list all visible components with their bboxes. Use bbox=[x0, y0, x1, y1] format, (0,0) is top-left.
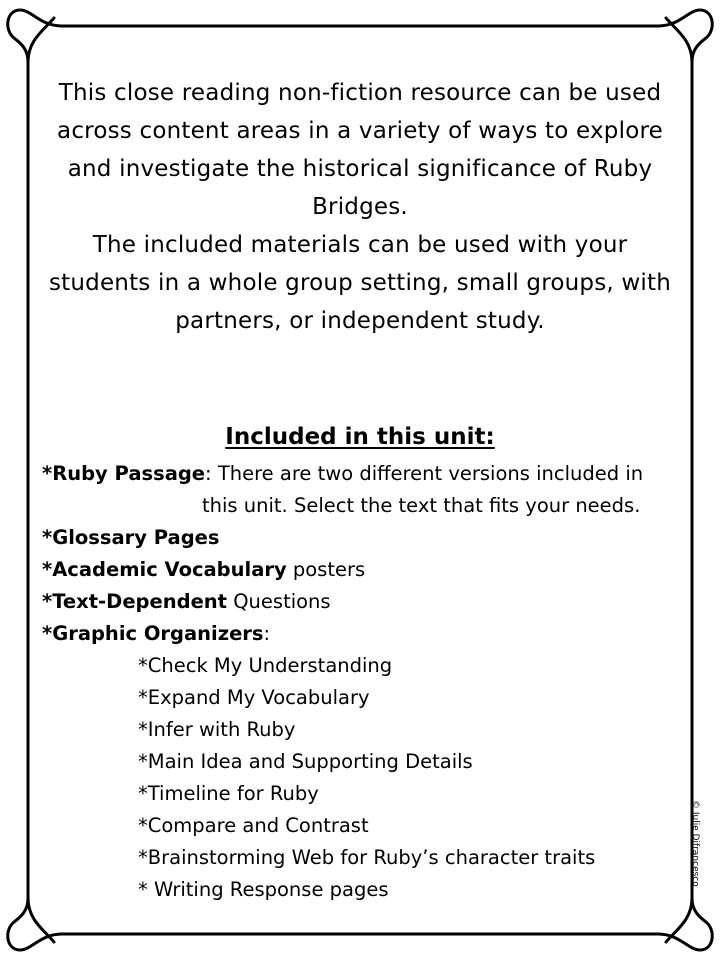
included-heading bbox=[0, 424, 720, 450]
included-list bbox=[42, 458, 682, 906]
organizer-item: *Compare and Contrast bbox=[138, 814, 369, 837]
copyright-notice: © Julie Difrancesco bbox=[690, 800, 700, 887]
list-item-vocabulary bbox=[42, 554, 682, 586]
list-item-organizers bbox=[42, 618, 682, 650]
organizer-item: *Infer with Ruby bbox=[138, 718, 296, 741]
vocabulary-label: *Academic Vocabulary bbox=[42, 558, 287, 581]
list-item-ruby-passage bbox=[42, 458, 682, 490]
organizer-item: * Writing Response pages bbox=[138, 878, 389, 901]
glossary-label: *Glossary Pages bbox=[42, 526, 220, 549]
organizer-item: *Main Idea and Supporting Details bbox=[138, 750, 473, 773]
organizer-item: *Check My Understanding bbox=[138, 654, 393, 677]
ruby-passage-continuation: this unit. Select the text that fits your needs. bbox=[202, 494, 641, 517]
intro-paragraph-1: This close reading non-fiction resource can be used across content areas in a variety of ways to explore and investigate the historical significance of Ruby Bridges. bbox=[57, 80, 663, 220]
vocabulary-text: posters bbox=[286, 558, 366, 581]
organizers-label: *Graphic Organizers bbox=[42, 622, 264, 645]
questions-text: Questions bbox=[227, 590, 331, 613]
list-item-glossary bbox=[42, 522, 682, 554]
corner-curl-top-right bbox=[658, 10, 712, 62]
organizers-text: : bbox=[263, 622, 271, 645]
organizer-item: *Timeline for Ruby bbox=[138, 782, 319, 805]
included-heading-text: Included in this unit: bbox=[225, 424, 495, 450]
ruby-passage-text: : There are two different versions included in bbox=[205, 462, 644, 485]
intro-paragraph-2: The included materials can be used with your students in a whole group setting, small groups, with partners, or independent study. bbox=[48, 232, 672, 334]
organizer-item: *Expand My Vocabulary bbox=[138, 686, 370, 709]
questions-label: *Text-Dependent bbox=[42, 590, 227, 613]
ruby-passage-label: *Ruby Passage bbox=[42, 462, 206, 485]
corner-curl-top-left bbox=[8, 10, 62, 62]
intro-text bbox=[40, 74, 680, 340]
list-item-questions bbox=[42, 586, 682, 618]
organizer-item: *Brainstorming Web for Ruby’s character traits bbox=[138, 846, 596, 869]
